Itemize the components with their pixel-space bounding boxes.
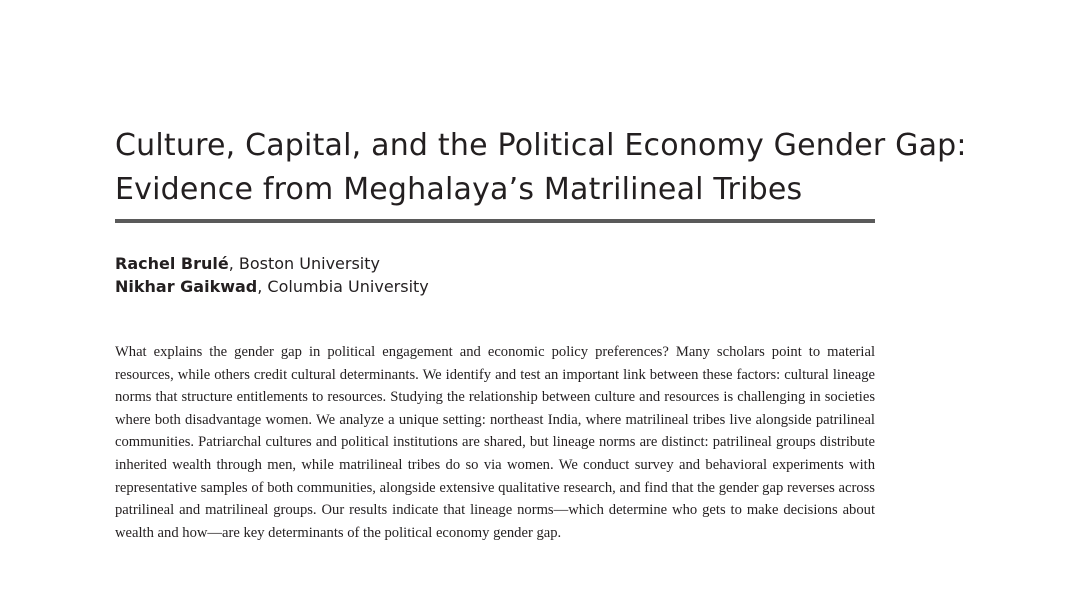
author-name: Nikhar Gaikwad [115,277,258,296]
abstract-text: What explains the gender gap in political engagement and economic policy preferences? Many scholars point to material resources, while others credit cultural determinants. We identify and test an important link between these factors: cultural lineage norms that structure entitlements to resources. Studying the relationship between culture and resources is challenging in societies where both disadvantage women. We analyze a unique setting: northeast India, where matrilineal tribes live alongside patrilineal communities. Patriarchal cultures and political institutions are shared, but lineage norms are distinct: patrilineal groups distribute inherited wealth through men, while matrilineal tribes do so via women. We conduct survey and behavioral experiments with representative samples of both communities, alongside extensive qualitative research, and find that the gender gap reverses across patrilineal and matrilineal groups. Our results indicate that lineage norms—which determine who gets to make decisions about wealth and how—are key determinants of the political economy gender gap. [115,344,875,541]
author-list [115,252,429,298]
author-entry [115,275,429,298]
author-affiliation: , Columbia University [257,277,429,296]
article-title-line-2: Evidence from Meghalaya’s Matrilineal Tribes [115,172,803,207]
article-title [115,124,1015,212]
title-divider [115,219,875,223]
author-entry [115,252,429,275]
author-name: Rachel Brulé [115,254,229,273]
article-title-line-1: Culture, Capital, and the Political Economy Gender Gap: [115,128,967,163]
author-affiliation: , Boston University [228,254,380,273]
